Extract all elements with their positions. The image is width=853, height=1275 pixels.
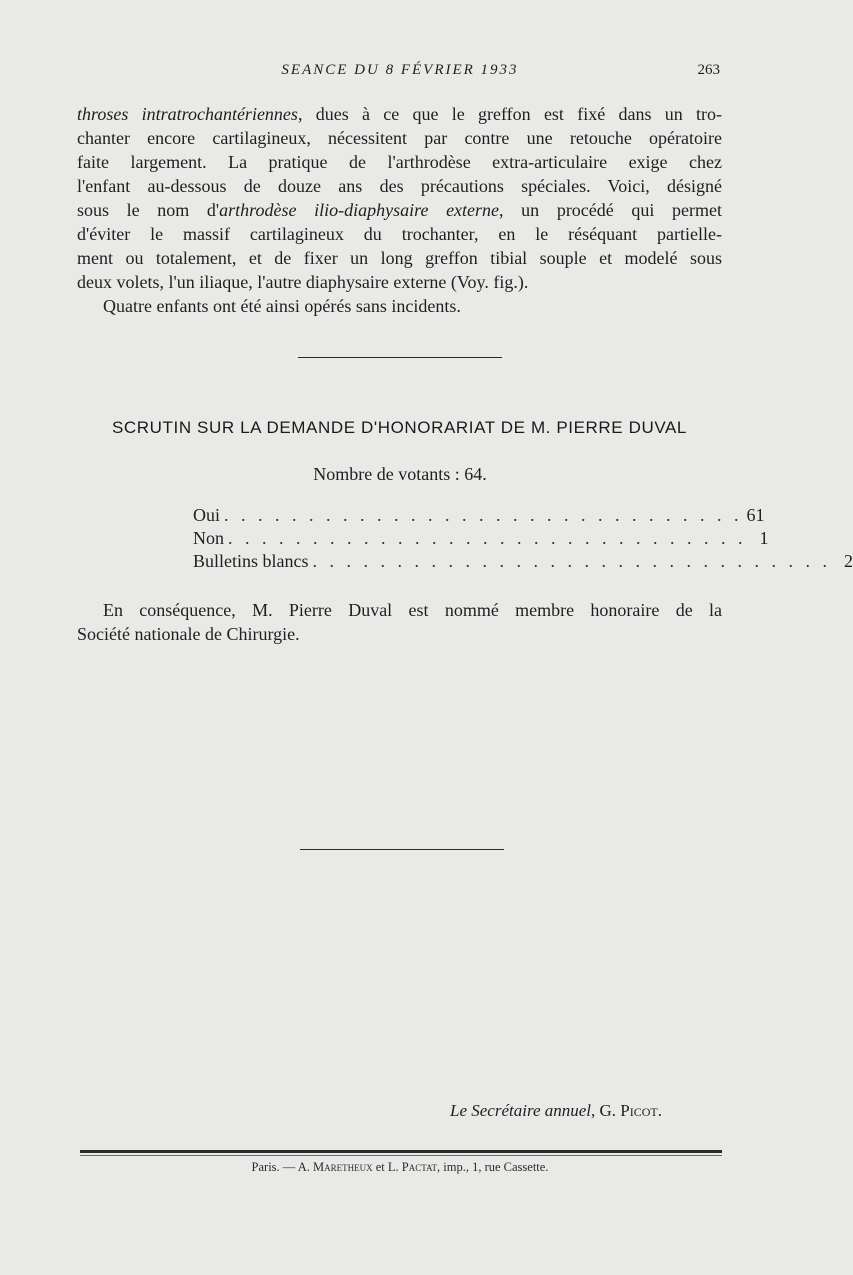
imprint-city: Paris. — A. <box>251 1160 313 1174</box>
signature-role: Le Secrétaire annuel <box>450 1101 592 1120</box>
imprint-printer: Pactat <box>401 1160 438 1174</box>
signature-name: G. Picot. <box>599 1101 662 1120</box>
section-divider <box>300 849 504 850</box>
result-count: 1 <box>759 528 769 548</box>
italic-term: throses intratrochantériennes <box>77 104 298 124</box>
page-number: 263 <box>697 62 720 78</box>
text-line: deux volets, l'un iliaque, l'autre diaphysaire externe (Voy. fig.). <box>77 272 529 292</box>
dot-leader: . . . . . . . . . . . . . . . . . . . . . . . . . . . . . . . <box>224 505 743 525</box>
text-line <box>77 198 722 222</box>
dot-leader: . . . . . . . . . . . . . . . . . . . . . . . . . . . . . . . <box>228 528 747 548</box>
text-line: En conséquence, M. Pierre Duval est nommé membre honoraire de la <box>103 600 722 620</box>
result-label: Oui <box>193 505 220 525</box>
signature <box>450 1101 662 1121</box>
result-count: 2 <box>844 551 853 571</box>
ballot-results <box>193 505 853 574</box>
paragraph-outcome: Quatre enfants ont été ainsi opérés sans incidents. <box>103 296 461 316</box>
text-line: d'éviter le massif cartilagineux du trochanter, en le réséquant partielle- <box>77 224 722 244</box>
result-count: 61 <box>746 505 765 525</box>
imprint-address: , imp., 1, rue Cassette. <box>437 1160 549 1174</box>
footer-rule <box>80 1150 722 1153</box>
text-line: l'enfant au-dessous de douze ans des précautions spéciales. Voici, désigné <box>77 176 722 196</box>
text-line: ment ou totalement, et de fixer un long greffon tibial souple et modelé sous <box>77 248 722 268</box>
footer-rule <box>80 1155 722 1156</box>
text-line: Société nationale de Chirurgie. <box>77 624 300 644</box>
result-label: Non <box>193 528 224 548</box>
imprint-printer: Maretheux <box>313 1160 373 1174</box>
text-line: faite largement. La pratique de l'arthrodèse extra-articulaire exige chez <box>77 152 722 172</box>
running-header <box>0 62 800 84</box>
conclusion-paragraph <box>77 598 722 646</box>
text-line: chanter encore cartilagineux, nécessitent par contre une retouche opératoire <box>77 128 722 148</box>
result-row-oui <box>193 505 765 528</box>
result-label: Bulletins blancs <box>193 551 309 571</box>
text-span: , un procédé qui permet <box>499 200 723 220</box>
printer-imprint <box>0 1160 800 1175</box>
result-row-non <box>193 528 769 551</box>
text-span: sous le nom d' <box>77 200 220 220</box>
signature-separator: , <box>591 1101 600 1120</box>
text-span: , dues à ce que le greffon est fixé dans un tro- <box>297 104 722 124</box>
paragraph-surgical-procedure <box>77 102 722 294</box>
italic-term: arthrodèse ilio-diaphysaire externe <box>219 200 500 220</box>
running-title: SEANCE DU 8 FÉVRIER 1933 <box>281 62 519 78</box>
dot-leader: . . . . . . . . . . . . . . . . . . . . . . . . . . . . . . . <box>312 551 831 571</box>
text-line <box>77 102 722 126</box>
body-text <box>77 102 722 318</box>
section-divider <box>298 357 502 358</box>
imprint-text: et L. <box>372 1160 402 1174</box>
ballot-heading: SCRUTIN SUR LA DEMANDE D'HONORARIAT DE M. PIERRE DUVAL <box>111 418 687 437</box>
result-row-blancs <box>193 551 853 574</box>
voter-count: Nombre de votants : 64. <box>313 464 487 484</box>
